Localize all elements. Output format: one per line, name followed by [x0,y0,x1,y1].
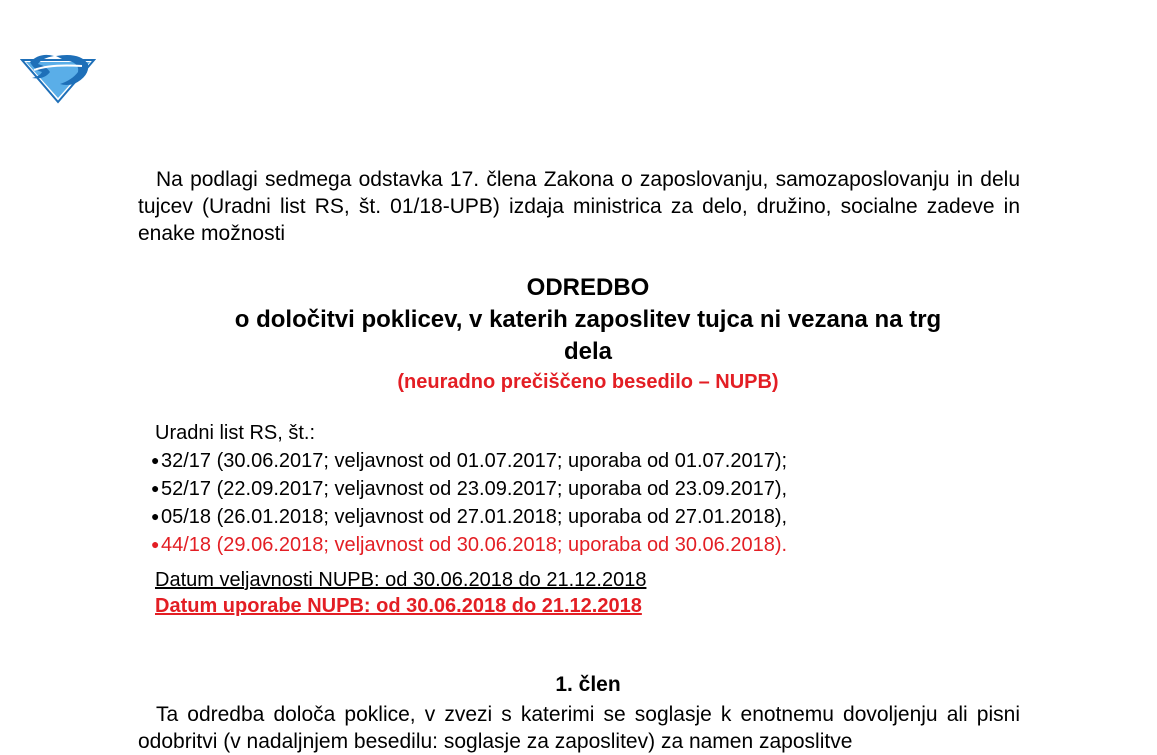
gazette-item-text: 32/17 (30.06.2017; veljavnost od 01.07.2017; uporaba od 01.07.2017); [161,450,788,472]
document-subtitle-line2: dela [563,338,613,365]
ministry-logo-icon [20,50,96,104]
gazette-item-text: 44/18 (29.06.2018; veljavnost od 30.06.2018; uporaba od 30.06.2018). [161,534,788,556]
gazette-item [151,503,787,531]
bullet-icon: ● [151,452,160,468]
gazette-item-text: 52/17 (22.09.2017; veljavnost od 23.09.2017; uporaba od 23.09.2017), [161,478,788,500]
gazette-item-text: 05/18 (26.01.2018; veljavnost od 27.01.2018; uporaba od 27.01.2018), [161,506,788,528]
bullet-icon: ● [151,536,160,552]
gazette-references [151,420,788,559]
document-title-block [138,272,1038,396]
document-subtitle-line1: o določitvi poklicev, v katerih zaposlitev tujca ni vezana na trg [234,306,942,333]
bullet-icon: ● [151,480,160,496]
bullet-icon: ● [151,508,160,524]
gazette-item-current [151,531,787,559]
nupb-note: (neuradno prečiščeno besedilo – NUPB) [397,371,779,393]
article-text: Ta odredba določa poklice, v zvezi s katerimi se soglasje k enotnemu dovoljenju ali pisni odobritvi (v nadaljnjem besedilu: soglasje za zaposlitev) za namen zaposlitve [138,703,1020,753]
gazette-item [151,447,787,475]
intro-text: Na podlagi sedmega odstavka 17. člena Zakona o zaposlovanju, samozaposlovanju in delu tujcev (Uradni list RS, št. 01/18-UPB) izdaja ministrica za delo, družino, socialne zadeve in enake možnosti [138,168,1020,245]
application-date: Datum uporabe NUPB: od 30.06.2018 do 21.12.2018 [155,595,642,617]
article-body [138,701,1020,755]
document-title: ODREDBO [526,274,650,301]
gazette-list [151,447,787,559]
nupb-dates [155,567,646,619]
validity-date: Datum veljavnosti NUPB: od 30.06.2018 do 21.12.2018 [155,569,647,591]
gazette-label: Uradni list RS, št.: [155,422,316,444]
intro-paragraph [138,166,1020,247]
gazette-item [151,475,787,503]
article-heading: 1. člen [555,673,621,696]
